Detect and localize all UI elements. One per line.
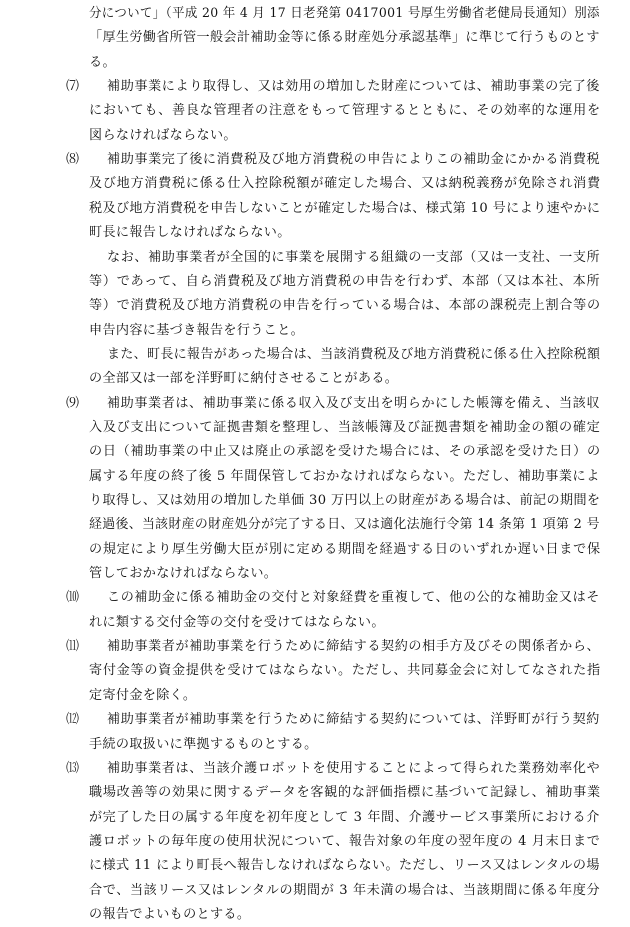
text-line: 町長に報告しなければならない。 [89, 225, 291, 240]
text-line: に様式 11 により町長へ報告しなければならない。ただし、リース又はレンタルの場 [89, 858, 600, 873]
text-line: 図らなければならない。 [89, 128, 237, 143]
text-line: が完了した日の属する年度を初年度として 3 年間、介護サービス事業所における介 [89, 810, 600, 825]
item-number: ⑽ [66, 590, 80, 605]
text-line: 手続の取扱いに準拠するものとする。 [89, 737, 318, 752]
text-line: 合で、当該リース又はレンタルの期間が 3 年未満の場合は、当該期間に係る年度分 [89, 883, 601, 898]
text-line: においても、善良な管理者の注意をもって管理するとともに、その効率的な運用を [89, 103, 601, 118]
text-line: 税及び地方消費税を申告しないことが確定した場合は、様式第 10 号により速やかに [89, 201, 601, 216]
text-line: 申告内容に基づき報告を行うこと。 [89, 323, 305, 338]
item-number: ⑺ [66, 79, 80, 94]
text-line: 属する年度の終了後 5 年間保管しておかなければならない。ただし、補助事業によ [89, 469, 600, 484]
text-line: また、町長に報告があった場合は、当該消費税及び地方消費税に係る仕入控除税額 [107, 347, 601, 362]
text-line: 定寄付金を除く。 [89, 688, 197, 703]
text-line: 寄付金等の資金提供を受けてはならない。ただし、共同募金会に対してなされた指 [89, 663, 601, 678]
text-line: 管しておかなければならない。 [89, 566, 278, 581]
item-number: ⑼ [66, 396, 80, 411]
text-line: 職場改善等の効果に関するデータを客観的な評価指標に基づいて記録し、補助事業 [89, 785, 601, 800]
text-line: 補助事業者が補助事業を行うために締結する契約については、洋野町が行う契約 [107, 712, 600, 727]
text-line: の全部又は一部を洋野町に納付させることがある。 [89, 371, 399, 386]
text-line: 補助事業完了後に消費税及び地方消費税の申告によりこの補助金にかかる消費税 [107, 152, 601, 167]
item-number: ⑾ [66, 639, 80, 654]
text-line: 及び地方消費税に係る仕入控除税額が確定した場合、又は納税義務が免除され消費 [89, 176, 601, 191]
text-line: 補助事業者が補助事業を行うために締結する契約の相手方及びその関係者から、 [107, 639, 601, 654]
text-line: 「厚生労働省所管一般会計補助金等に係る財産処分承認基準」に準じて行うものとす [89, 30, 600, 45]
item-number: ⒀ [66, 761, 80, 776]
text-line: の日（補助事業の中止又は廃止の承認を受けた場合には、その承認を受けた日）の [89, 444, 601, 459]
text-line: 分について」（平成 20 年 4 月 17 日老発第 0417001 号厚生労働省老健局長通知）別添 [89, 6, 600, 21]
text-line: この補助金に係る補助金の交付と対象経費を重複して、他の公的な補助金又はそ [107, 590, 600, 605]
text-line: 入及び支出について証拠書類を整理し、当該帳簿及び証拠書類を補助金の額の確定 [89, 420, 601, 435]
text-line: 補助事業者は、当該介護ロボットを使用することによって得られた業務効率化や [107, 761, 601, 776]
text-line: る。 [89, 55, 116, 70]
text-line: 等）であって、自ら消費税及び地方消費税の申告を行わず、本部（又は本社、本所 [89, 274, 601, 289]
text-line: 護ロボットの毎年度の使用状況について、報告対象の年度の翌年度の 4 月末日まで [89, 834, 601, 849]
text-line: り取得し、又は効用の増加した単価 30 万円以上の財産がある場合は、前記の期間を [89, 493, 601, 508]
item-number: ⑻ [66, 152, 80, 167]
text-line: なお、補助事業者が全国的に事業を展開する組織の一支部（又は一支社、一支所 [107, 250, 601, 265]
text-line: 等）で消費税及び地方消費税の申告を行っている場合は、本部の課税売上割合等の [89, 298, 601, 313]
text-line: の規定により厚生労働大臣が別に定める期間を経過する日のいずれか遅い日まで保 [89, 542, 601, 557]
text-line: 補助事業により取得し、又は効用の増加した財産については、補助事業の完了後 [107, 79, 600, 94]
text-line: 経過後、当該財産の財産処分が完了する日、又は適化法施行令第 14 条第 1 項第 2 号 [89, 517, 600, 532]
text-line: 補助事業者は、補助事業に係る収入及び支出を明らかにした帳簿を備え、当該収 [107, 396, 600, 411]
text-line: の報告でよいものとする。 [89, 907, 251, 922]
item-number: ⑿ [66, 712, 80, 727]
text-line: れに類する交付金等の交付を受けてはならない。 [89, 615, 385, 630]
